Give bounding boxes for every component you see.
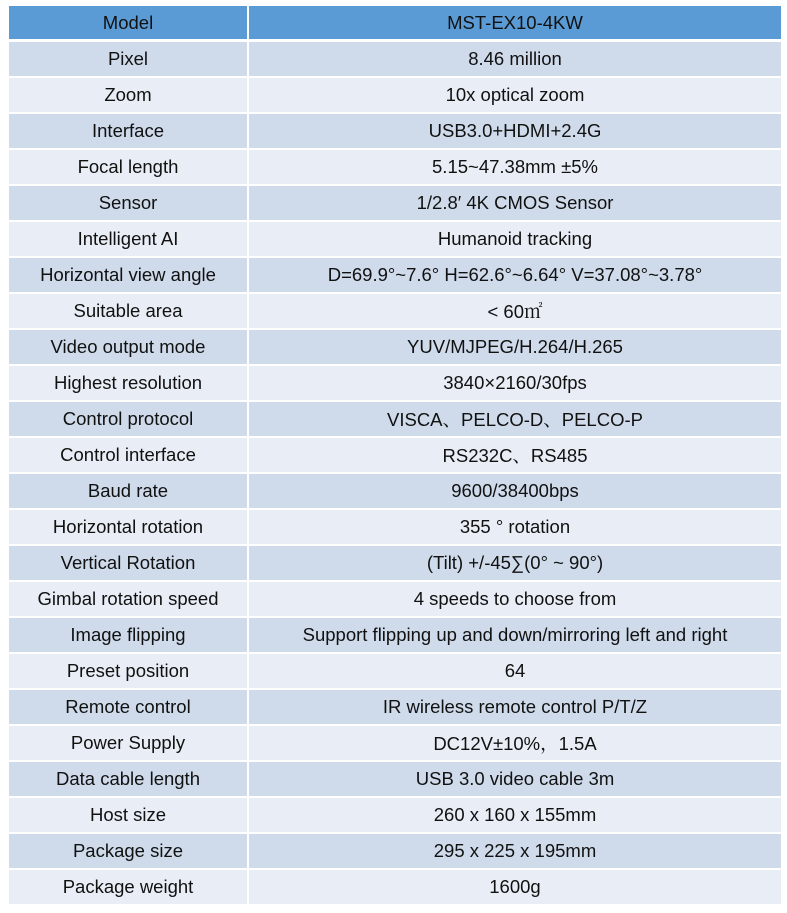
- table-row: [9, 870, 781, 906]
- spec-value-cell: VISCA、PELCO-D、PELCO-P: [249, 402, 781, 438]
- table-row: [9, 510, 781, 546]
- table-row: [9, 366, 781, 402]
- table-row: [9, 438, 781, 474]
- spec-value-cell: 4 speeds to choose from: [249, 582, 781, 618]
- spec-label-cell: Gimbal rotation speed: [9, 582, 249, 618]
- spec-value-cell: Support flipping up and down/mirroring left and right: [249, 618, 781, 654]
- spec-label-cell: Baud rate: [9, 474, 249, 510]
- table-row: [9, 42, 781, 78]
- spec-label-cell: Pixel: [9, 42, 249, 78]
- table-row: [9, 294, 781, 330]
- spec-label-cell: Horizontal rotation: [9, 510, 249, 546]
- spec-label-cell: Horizontal view angle: [9, 258, 249, 294]
- spec-label-cell: Power Supply: [9, 726, 249, 762]
- spec-value-cell: IR wireless remote control P/T/Z: [249, 690, 781, 726]
- spec-value-cell: (Tilt) +/-45∑(0° ~ 90°): [249, 546, 781, 582]
- spec-label-cell: Control interface: [9, 438, 249, 474]
- spec-label-cell: Data cable length: [9, 762, 249, 798]
- table-row: [9, 654, 781, 690]
- spec-label-cell: Package weight: [9, 870, 249, 906]
- table-row: [9, 78, 781, 114]
- header-row: [9, 6, 781, 42]
- spec-value-cell: 355 ° rotation: [249, 510, 781, 546]
- spec-value-cell: < 60㎡: [249, 294, 781, 330]
- spec-value-cell: 3840×2160/30fps: [249, 366, 781, 402]
- table-row: [9, 222, 781, 258]
- spec-value-cell: 5.15~47.38mm ±5%: [249, 150, 781, 186]
- spec-value-cell: 1600g: [249, 870, 781, 906]
- spec-label-cell: Host size: [9, 798, 249, 834]
- spec-value-cell: Humanoid tracking: [249, 222, 781, 258]
- table-row: [9, 114, 781, 150]
- spec-label-cell: Video output mode: [9, 330, 249, 366]
- table-row: [9, 474, 781, 510]
- spec-table-body: [9, 42, 781, 906]
- spec-value-cell: 10x optical zoom: [249, 78, 781, 114]
- spec-label-cell: Interface: [9, 114, 249, 150]
- spec-value-cell: 260 x 160 x 155mm: [249, 798, 781, 834]
- header-label-cell: Model: [9, 6, 249, 42]
- spec-label-cell: Remote control: [9, 690, 249, 726]
- spec-value-cell: USB3.0+HDMI+2.4G: [249, 114, 781, 150]
- table-row: [9, 582, 781, 618]
- spec-label-cell: Vertical Rotation: [9, 546, 249, 582]
- table-row: [9, 258, 781, 294]
- header-value-cell: MST-EX10-4KW: [249, 6, 781, 42]
- spec-value-cell: 1/2.8′ 4K CMOS Sensor: [249, 186, 781, 222]
- table-row: [9, 546, 781, 582]
- spec-value-cell: DC12V±10%，1.5A: [249, 726, 781, 762]
- table-row: [9, 618, 781, 654]
- spec-label-cell: Suitable area: [9, 294, 249, 330]
- spec-label-cell: Image flipping: [9, 618, 249, 654]
- table-row: [9, 402, 781, 438]
- spec-value-cell: 8.46 million: [249, 42, 781, 78]
- spec-value-cell: USB 3.0 video cable 3m: [249, 762, 781, 798]
- table-row: [9, 834, 781, 870]
- spec-label-cell: Focal length: [9, 150, 249, 186]
- spec-value-cell: RS232C、RS485: [249, 438, 781, 474]
- table-row: [9, 330, 781, 366]
- spec-label-cell: Sensor: [9, 186, 249, 222]
- spec-value-cell: 64: [249, 654, 781, 690]
- table-row: [9, 762, 781, 798]
- table-row: [9, 726, 781, 762]
- table-row: [9, 150, 781, 186]
- spec-label-cell: Zoom: [9, 78, 249, 114]
- spec-value-cell: 295 x 225 x 195mm: [249, 834, 781, 870]
- spec-label-cell: Highest resolution: [9, 366, 249, 402]
- spec-label-cell: Control protocol: [9, 402, 249, 438]
- spec-table-header: [9, 6, 781, 42]
- spec-label-cell: Intelligent AI: [9, 222, 249, 258]
- table-row: [9, 798, 781, 834]
- spec-value-cell: 9600/38400bps: [249, 474, 781, 510]
- table-row: [9, 186, 781, 222]
- spec-value-cell: D=69.9°~7.6° H=62.6°~6.64° V=37.08°~3.78°: [249, 258, 781, 294]
- spec-label-cell: Package size: [9, 834, 249, 870]
- spec-label-cell: Preset position: [9, 654, 249, 690]
- spec-value-cell: YUV/MJPEG/H.264/H.265: [249, 330, 781, 366]
- table-row: [9, 690, 781, 726]
- spec-table: [9, 6, 781, 906]
